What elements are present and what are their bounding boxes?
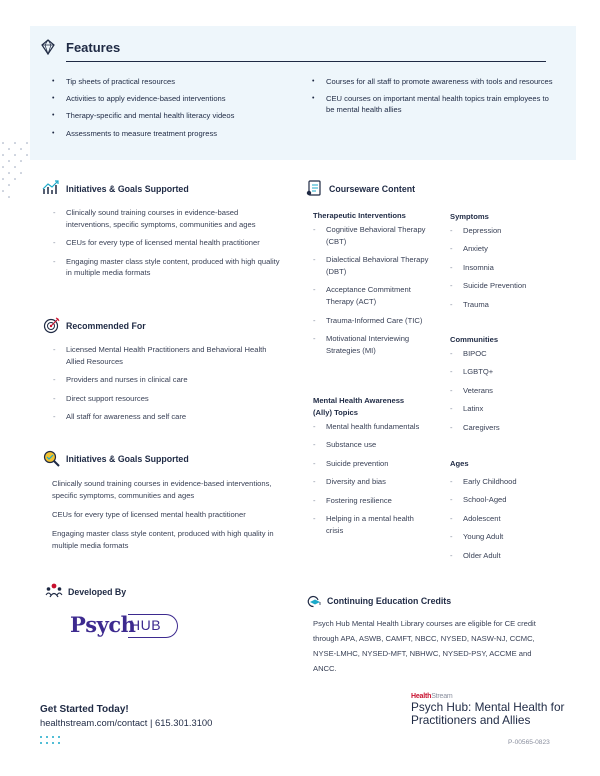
list-item: - Adolescent <box>449 513 579 525</box>
courseware-title: Courseware Content <box>329 184 416 194</box>
list-item: - Cognitive Behavioral Therapy (CBT) <box>312 224 437 248</box>
target-icon <box>43 317 60 334</box>
ce-credits-title: Continuing Education Credits <box>327 596 452 606</box>
list-item: Engaging master class style content, produced with high quality in multiple media formats <box>52 528 274 550</box>
decor-dot <box>58 736 60 738</box>
decor-dot <box>8 196 10 198</box>
list-item: • Therapy-specific and mental health literacy videos <box>52 110 292 121</box>
contact-line[interactable]: healthstream.com/contact | 615.301.3100 <box>40 717 213 728</box>
features-divider <box>66 61 546 62</box>
list-item: - Dialectical Behavioral Therapy (DBT) <box>312 254 437 278</box>
list-item: - Direct support resources <box>52 393 277 405</box>
ages-heading: Ages <box>450 459 469 468</box>
list-item: - Fostering resilience <box>312 495 422 507</box>
decor-dot <box>20 160 22 162</box>
logo-hub-word: HUB <box>130 617 162 633</box>
decor-dot <box>14 166 16 168</box>
list-item: - Trauma <box>449 299 579 311</box>
list-item: - Diversity and bias <box>312 476 422 488</box>
decor-dot <box>8 148 10 150</box>
magnifier-icon <box>43 450 61 468</box>
list-item: - Caregivers <box>449 422 579 434</box>
list-item: - Motivational Interviewing Strategies (MI) <box>312 333 437 357</box>
features-right-list <box>312 76 557 121</box>
decor-dot <box>20 148 22 150</box>
decor-dot <box>2 154 4 156</box>
decor-dot <box>8 160 10 162</box>
team-icon <box>45 581 63 599</box>
decor-dot <box>52 736 54 738</box>
list-item: - All staff for awareness and self care <box>52 411 277 423</box>
features-title: Features <box>66 40 121 55</box>
brand-sub: Stream <box>431 693 453 700</box>
decor-dot <box>40 736 42 738</box>
list-item: - Licensed Mental Health Practitioners and Behavioral Health Allied Resources <box>52 344 277 368</box>
decor-dot <box>46 736 48 738</box>
list-item: - Older Adult <box>449 550 579 562</box>
list-item: • Courses for all staff to promote awareness with tools and resources <box>312 76 557 87</box>
decor-dot <box>58 742 60 744</box>
list-item: - Engaging master class style content, produced with high quality in multiple media formats <box>52 256 284 280</box>
decor-dot <box>2 178 4 180</box>
therapeutic-list <box>312 224 437 363</box>
initiatives-title: Initiatives & Goals Supported <box>66 184 189 194</box>
awareness-heading: Mental Health Awareness (Ally) Topics <box>313 396 405 417</box>
list-item: • Assessments to measure treatment progress <box>52 128 292 139</box>
psych-hub-logo <box>70 611 178 641</box>
list-item: - Providers and nurses in clinical care <box>52 374 277 386</box>
list-item: - Acceptance Commitment Therapy (ACT) <box>312 284 437 308</box>
decor-dot <box>14 142 16 144</box>
decor-dot <box>46 742 48 744</box>
communities-list <box>449 348 579 440</box>
product-title: Psych Hub: Mental Health for Practitioners and Allies <box>411 700 565 727</box>
decor-dot <box>14 178 16 180</box>
decor-dot <box>14 154 16 156</box>
list-item: - School-Aged <box>449 494 579 506</box>
list-item: Clinically sound training courses in evidence-based interventions, specific symptoms, communities and ages <box>52 479 272 500</box>
decor-dot <box>8 184 10 186</box>
logo-psych-word: Psych <box>70 612 136 637</box>
developed-by-title: Developed By <box>68 587 127 597</box>
list-item: - Young Adult <box>449 531 579 543</box>
list-item: - BIPOC <box>449 348 579 360</box>
graduation-cap-icon <box>305 594 322 611</box>
features-left-list <box>52 76 292 145</box>
decor-dot <box>52 742 54 744</box>
decor-dot <box>2 166 4 168</box>
list-item: - Insomnia <box>449 262 579 274</box>
brand-main: Health <box>411 693 432 700</box>
list-item: • Activities to apply evidence-based interventions <box>52 93 292 104</box>
symptoms-heading: Symptoms <box>450 212 489 221</box>
cta-title: Get Started Today! <box>40 704 129 715</box>
list-item: - Veterans <box>449 385 579 397</box>
recommended-title: Recommended For <box>66 321 146 331</box>
recommended-list <box>52 344 277 429</box>
symptoms-list <box>449 225 579 317</box>
communities-heading: Communities <box>450 335 499 344</box>
awareness-list <box>312 421 422 543</box>
list-item: - Latinx <box>449 403 579 415</box>
list-item: - Trauma-Informed Care (TIC) <box>312 315 437 327</box>
therapeutic-heading: Therapeutic Interventions <box>313 211 406 220</box>
list-item: CEUs for every type of licensed mental health practitioner <box>52 509 246 519</box>
healthstream-logo <box>411 693 453 700</box>
list-item: - Substance use <box>312 439 422 451</box>
list-item: - Depression <box>449 225 579 237</box>
decor-dot <box>26 142 28 144</box>
list-item: - LGBTQ+ <box>449 366 579 378</box>
ce-credits-body: Psych Hub Mental Health Library courses are eligible for CE credit through APA, ASWB, CAMFT, NBCC, NYSED, NASW-NJ, CCMC, NYSE-LMHC, NYSED-MFT, NBHWC, NYSED-PSY, ACCME and ANCC. <box>313 619 536 673</box>
list-item: • Tip sheets of practical resources <box>52 76 292 87</box>
decor-dot <box>26 154 28 156</box>
list-item: - Mental health fundamentals <box>312 421 422 433</box>
document-code: P-00565-0823 <box>508 739 550 746</box>
course-document-icon <box>306 180 323 197</box>
decor-dot <box>2 142 4 144</box>
initiatives-2-list <box>52 478 284 559</box>
list-item: - Anxiety <box>449 243 579 255</box>
decor-dot <box>8 172 10 174</box>
list-item: - CEUs for every type of licensed mental health practitioner <box>52 237 284 249</box>
decor-dot <box>20 172 22 174</box>
list-item: • CEU courses on important mental health topics train employees to be mental health allies <box>312 93 557 115</box>
ages-list <box>449 476 579 568</box>
list-item: - Suicide Prevention <box>449 280 579 292</box>
list-item: - Early Childhood <box>449 476 579 488</box>
list-item: - Helping in a mental health crisis <box>312 513 422 537</box>
list-item: - Clinically sound training courses in evidence-based interventions, specific symptoms, communities and ages <box>52 207 284 231</box>
diamond-icon <box>40 39 56 55</box>
list-item: - Suicide prevention <box>312 458 422 470</box>
decor-dot <box>40 742 42 744</box>
initiatives-list <box>52 207 284 286</box>
growth-chart-icon <box>42 180 60 196</box>
initiatives-2-title: Initiatives & Goals Supported <box>66 454 189 464</box>
decor-dot <box>2 190 4 192</box>
cta-dots-decoration <box>40 736 64 746</box>
